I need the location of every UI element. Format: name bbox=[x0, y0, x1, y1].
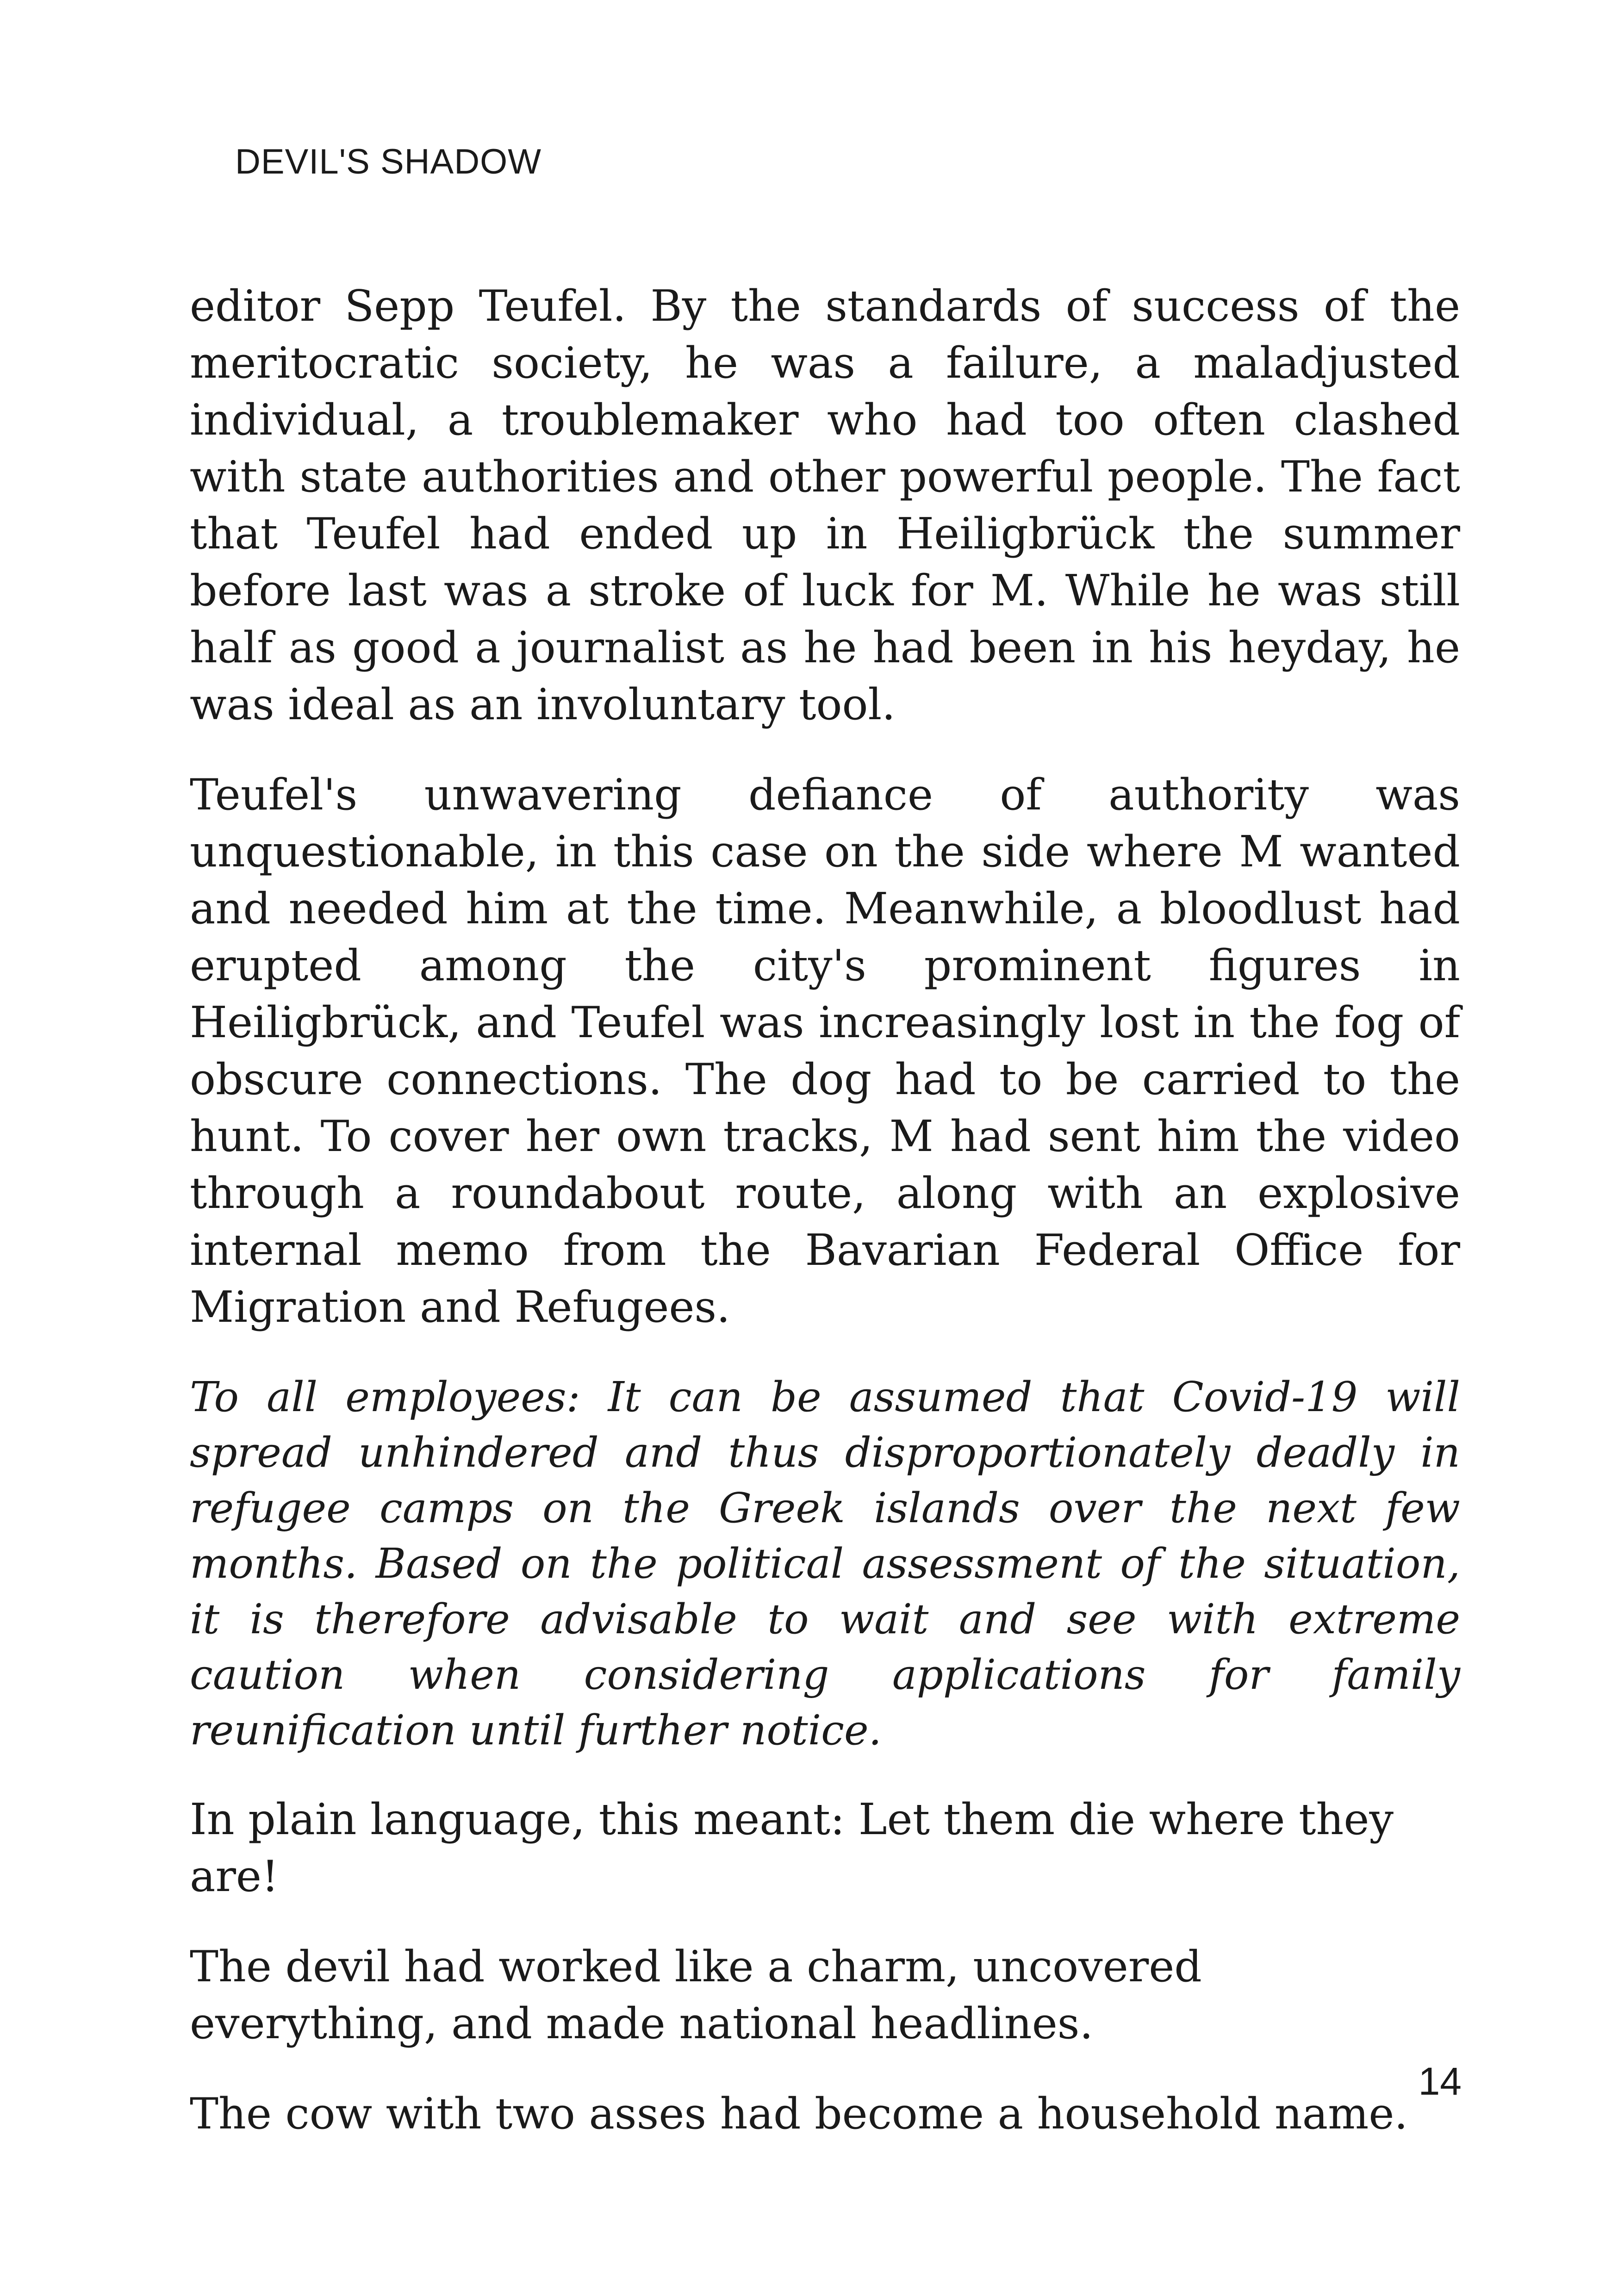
paragraph: The devil had worked like a charm, uncovered everything, and made national headlines. bbox=[190, 1941, 1202, 2048]
paragraph: editor Sepp Teufel. By the standards of success of the meritocratic society, he was a failure, a maladjusted individual, a troublemaker who had too often clashed with state authorities and other powerful people. The fact that Teufel had ended up in Heiligbrück the summer before last was a stroke of luck for M. While he was still half as good a journalist as he had been in his heyday, he was ideal as an involuntary tool. bbox=[190, 281, 1460, 729]
body-text bbox=[190, 278, 1460, 2176]
memo-quote: To all employees: It can be assumed that Covid-19 will spread unhindered and thus disproportionately deadly in refugee camps on the Greek islands over the next few months. Based on the political assessment of the situation, it is therefore advisable to wait and see with extreme caution when considering applications for family reunification until further notice. bbox=[190, 1373, 1460, 1754]
running-header: DEVIL'S SHADOW bbox=[235, 142, 541, 181]
paragraph: In plain language, this meant: Let them die where they are! bbox=[190, 1794, 1394, 1901]
paragraph: The cow with two asses had become a household name. bbox=[190, 2089, 1408, 2139]
page-number: 14 bbox=[1418, 2060, 1462, 2103]
paragraph: Teufel's unwavering defiance of authority was unquestionable, in this case on the side where M wanted and needed him at the time. Meanwhile, a bloodlust had erupted among the city's prominent figures in Heiligbrück, and Teufel was increasingly lost in the fog of obscure connections. The dog had to be carried to the hunt. To cover her own tracks, M had sent him the video through a roundabout route, along with an explosive internal memo from the Bavarian Federal Office for Migration and Refugees. bbox=[190, 770, 1460, 1332]
